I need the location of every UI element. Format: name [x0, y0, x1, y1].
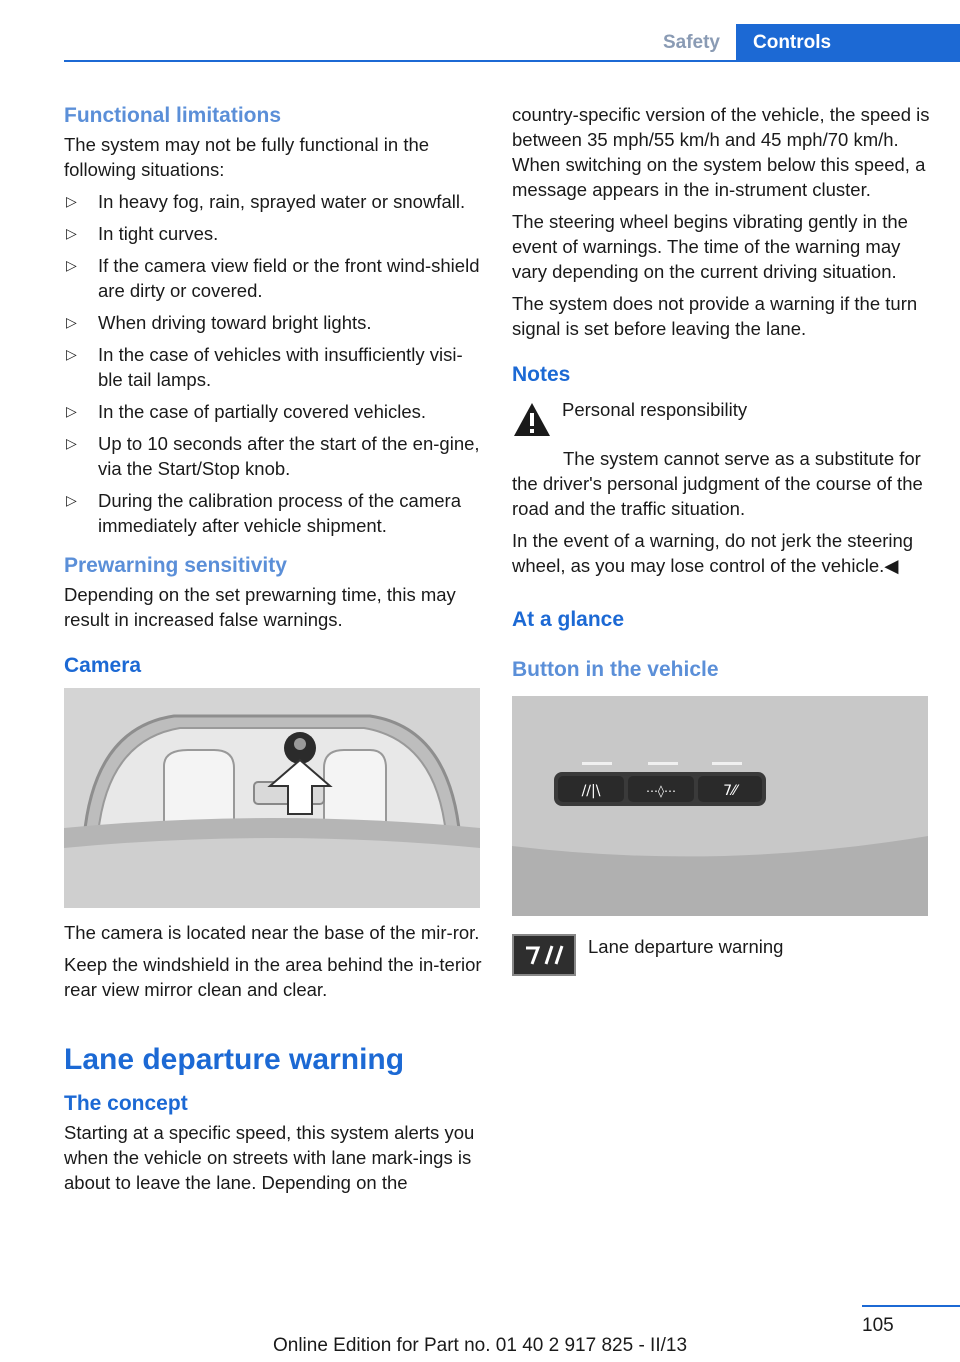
button-heading: Button in the vehicle: [512, 658, 719, 681]
prewarning-heading: Prewarning sensitivity: [64, 554, 287, 577]
list-item: ▷ In the case of partially covered vehicles.: [66, 401, 427, 422]
svg-text:⋯◊⋯: ⋯◊⋯: [646, 784, 676, 798]
concept-text: Starting at a specific speed, this system alerts you when the vehicle on streets with lane mark-ings is about to leave the lane. Depending on the: [64, 1122, 475, 1193]
note-block: [512, 397, 930, 440]
turn-signal-text: The system does not provide a warning if the turn signal is set before leaving the lane.: [512, 293, 918, 339]
svg-text:/∕|\: /∕|\: [581, 783, 601, 799]
list-item: ▷ In the case of vehicles with insufficiently visi-ble tail lamps.: [66, 344, 463, 390]
page-number-rule: [862, 1305, 960, 1307]
svg-text:7⁄⁄: 7⁄⁄: [723, 783, 737, 799]
speed-text: country-specific version of the vehicle, the speed is between 35 mph/55 km/h and 45 mph/70 km/h. When switching on the system below this speed, a message appears in the in-strument cluster.: [512, 104, 930, 200]
list-item: ▷ When driving toward bright lights.: [66, 312, 372, 333]
camera-location-text: The camera is located near the base of the mir-ror.: [64, 922, 480, 943]
list-item: ▷ In heavy fog, rain, sprayed water or snowfall.: [66, 191, 466, 212]
functional-intro: The system may not be fully functional in the following situations:: [64, 134, 430, 180]
bullet-triangle-icon: ▷: [66, 225, 77, 241]
bullet-triangle-icon: ▷: [66, 314, 77, 330]
right-column: [512, 102, 930, 976]
notes-heading: Notes: [512, 363, 571, 386]
edition-footer: Online Edition for Part no. 01 40 2 917 825 - II/13: [272, 1335, 688, 1356]
section-title: Lane departure warning: [64, 1043, 405, 1076]
bullet-triangle-icon: ▷: [66, 403, 77, 419]
camera-illustration: [64, 688, 480, 908]
lane-departure-button-icon: [512, 934, 576, 976]
bullet-triangle-icon: ▷: [66, 492, 77, 508]
limitations-list: [64, 189, 482, 538]
bullet-triangle-icon: ▷: [66, 193, 77, 209]
concept-heading: The concept: [64, 1092, 188, 1115]
bullet-triangle-icon: ▷: [66, 346, 77, 362]
button-illustration: [512, 696, 928, 916]
at-a-glance-heading: At a glance: [512, 608, 625, 631]
warning-icon: [512, 400, 552, 440]
list-item: ▷ If the camera view field or the front wind-shield are dirty or covered.: [66, 255, 480, 301]
note-title: Personal responsibility: [562, 399, 748, 420]
list-item: ▷ In tight curves.: [66, 223, 219, 244]
header-section-safety[interactable]: Safety: [662, 32, 720, 53]
note-text: The system cannot serve as a substitute for the driver's personal judgment of the course of the road and the traffic situation.: [512, 448, 923, 519]
functional-limitations-heading: Functional limitations: [64, 104, 282, 127]
list-item: ▷ During the calibration process of the camera immediately after vehicle shipment.: [66, 490, 461, 536]
left-column: [64, 102, 482, 1195]
camera-heading: Camera: [64, 654, 142, 677]
legend-row: [512, 934, 930, 976]
page-number: 105: [862, 1315, 894, 1336]
note-text-2: In the event of a warning, do not jerk the steering wheel, as you may lose control of the vehicle.◀: [512, 530, 914, 576]
bullet-triangle-icon: ▷: [66, 435, 77, 451]
vibration-text: The steering wheel begins vibrating gently in the event of warnings. The time of the warning may vary depending on the current driving situation.: [512, 211, 908, 282]
header-chapter-controls[interactable]: Controls: [736, 24, 960, 62]
camera-keep-clean-text: Keep the windshield in the area behind the in-terior rear view mirror clean and clear.: [64, 954, 482, 1000]
bullet-triangle-icon: ▷: [66, 257, 77, 273]
prewarning-text: Depending on the set prewarning time, this may result in increased false warnings.: [64, 584, 456, 630]
list-item: ▷ Up to 10 seconds after the start of the en-gine, via the Start/Stop knob.: [66, 433, 480, 479]
legend-label: Lane departure warning: [588, 936, 784, 957]
